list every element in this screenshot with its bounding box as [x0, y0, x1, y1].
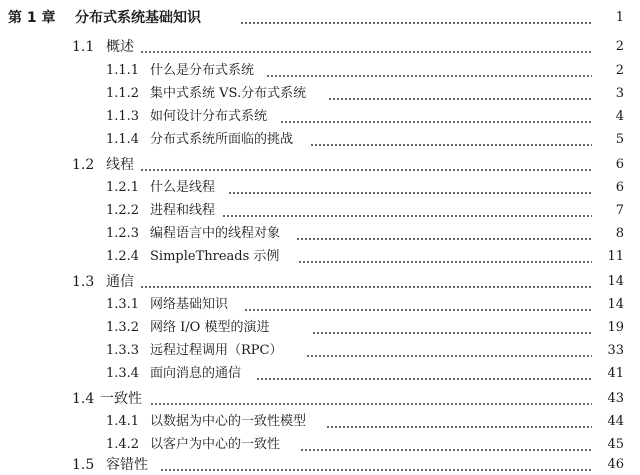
- toc-subsection-row: [0, 224, 640, 244]
- toc-subsection-number: 1.1.3: [106, 109, 140, 124]
- toc-subsection-title: 远程过程调用（RPC）: [150, 343, 283, 358]
- toc-leader: [296, 224, 592, 244]
- toc-subsection-title: 网络 I/O 模型的演进: [150, 320, 270, 335]
- toc-section-number: 1.5: [72, 457, 95, 473]
- toc-subsection-title: 编程语言中的线程对象: [150, 226, 281, 241]
- toc-page-number: 3: [615, 86, 624, 101]
- toc-chapter-row: [0, 8, 640, 28]
- toc-chapter-number: 第 1 章: [8, 10, 56, 26]
- toc-section-row: [0, 155, 640, 175]
- toc-section-title: 概述: [106, 39, 134, 55]
- toc-page-number: 4: [615, 109, 624, 124]
- toc-subsection-row: [0, 178, 640, 198]
- toc-chapter-title: 分布式系统基础知识: [75, 10, 201, 26]
- toc-subsection-title: SimpleThreads 示例: [150, 249, 280, 264]
- toc-page-number: 2: [615, 39, 624, 54]
- toc-leader: [280, 107, 592, 127]
- toc-page-number: 14: [607, 297, 624, 312]
- toc-page-number: 11: [607, 249, 624, 264]
- toc-leader: [256, 364, 592, 384]
- toc-section-row: [0, 389, 640, 409]
- toc-subsection-row: [0, 84, 640, 104]
- toc-leader: [140, 155, 592, 175]
- toc-leader: [326, 412, 592, 432]
- toc-subsection-title: 面向消息的通信: [150, 366, 242, 381]
- toc-section-row: [0, 272, 640, 292]
- toc-page-number: 6: [615, 180, 624, 195]
- toc-section-number: 1.2: [72, 157, 95, 173]
- toc-section-number: 1.1: [72, 39, 95, 55]
- toc-subsection-number: 1.2.1: [106, 180, 140, 195]
- toc-leader: [328, 84, 592, 104]
- toc-section-row: [0, 455, 640, 475]
- toc-page-number: 5: [615, 132, 624, 147]
- toc-subsection-row: [0, 295, 640, 315]
- toc-subsection-row: [0, 107, 640, 127]
- toc-page-number: 2: [615, 63, 624, 78]
- toc-page-number: 6: [615, 157, 624, 172]
- toc-subsection-number: 1.1.4: [106, 132, 140, 147]
- toc-subsection-number: 1.4.1: [106, 414, 140, 429]
- toc-subsection-number: 1.2.4: [106, 249, 140, 264]
- toc-leader: [266, 61, 592, 81]
- toc-section-title: 通信: [106, 274, 134, 290]
- toc-subsection-number: 1.4.2: [106, 437, 140, 452]
- toc-subsection-row: [0, 61, 640, 81]
- toc-subsection-title: 如何设计分布式系统: [150, 109, 268, 124]
- toc-page-number: 46: [607, 457, 624, 472]
- toc-page-number: 1: [615, 10, 624, 25]
- toc-subsection-number: 1.2.3: [106, 226, 140, 241]
- toc-subsection-number: 1.3.3: [106, 343, 140, 358]
- toc-subsection-number: 1.2.2: [106, 203, 140, 218]
- toc-leader: [298, 247, 592, 267]
- toc-subsection-title: 分布式系统所面临的挑战: [150, 132, 294, 147]
- toc-section-title: 容错性: [106, 457, 148, 473]
- toc-subsection-title: 什么是分布式系统: [150, 63, 255, 78]
- toc-section-row: [0, 37, 640, 57]
- toc-page-number: 7: [615, 203, 624, 218]
- toc-section-title: 线程: [106, 157, 134, 173]
- toc-leader: [306, 341, 592, 361]
- toc-subsection-row: [0, 435, 640, 455]
- toc-leader: [160, 455, 592, 475]
- toc-leader: [244, 295, 592, 315]
- toc-subsection-title: 以数据为中心的一致性模型: [150, 414, 307, 429]
- toc-subsection-title: 集中式系统 VS.分布式系统: [150, 86, 307, 101]
- toc-subsection-number: 1.1.1: [106, 63, 140, 78]
- toc-page-number: 41: [607, 366, 624, 381]
- toc-page-number: 8: [615, 226, 624, 241]
- toc-subsection-title: 什么是线程: [150, 180, 216, 195]
- toc-subsection-row: [0, 412, 640, 432]
- toc-leader: [228, 178, 592, 198]
- toc-page-number: 44: [607, 414, 624, 429]
- toc-subsection-number: 1.1.2: [106, 86, 140, 101]
- toc-subsection-number: 1.3.1: [106, 297, 140, 312]
- toc-page-number: 14: [607, 274, 624, 289]
- toc-leader: [240, 8, 592, 28]
- toc-subsection-row: [0, 201, 640, 221]
- toc-leader: [222, 201, 592, 221]
- toc-subsection-row: [0, 318, 640, 338]
- toc-subsection-title: 进程和线程: [150, 203, 216, 218]
- toc-page-number: 45: [607, 437, 624, 452]
- toc-section-number: 1.4: [72, 391, 95, 407]
- toc-subsection-row: [0, 364, 640, 384]
- toc-leader: [312, 318, 592, 338]
- toc-subsection-row: [0, 341, 640, 361]
- toc-leader: [140, 272, 592, 292]
- toc-leader: [310, 130, 592, 150]
- toc-page-number: 33: [607, 343, 624, 358]
- toc-subsection-number: 1.3.4: [106, 366, 140, 381]
- toc-subsection-row: [0, 247, 640, 267]
- toc-leader: [140, 37, 592, 57]
- toc-subsection-row: [0, 130, 640, 150]
- toc-subsection-title: 以客户为中心的一致性: [150, 437, 281, 452]
- toc-leader: [300, 435, 592, 455]
- toc-section-title: 一致性: [100, 391, 142, 407]
- toc-subsection-number: 1.3.2: [106, 320, 140, 335]
- toc-page-number: 19: [607, 320, 624, 335]
- toc-subsection-title: 网络基础知识: [150, 297, 229, 312]
- toc-leader: [150, 389, 592, 409]
- toc-section-number: 1.3: [72, 274, 95, 290]
- toc-page-number: 43: [607, 391, 624, 406]
